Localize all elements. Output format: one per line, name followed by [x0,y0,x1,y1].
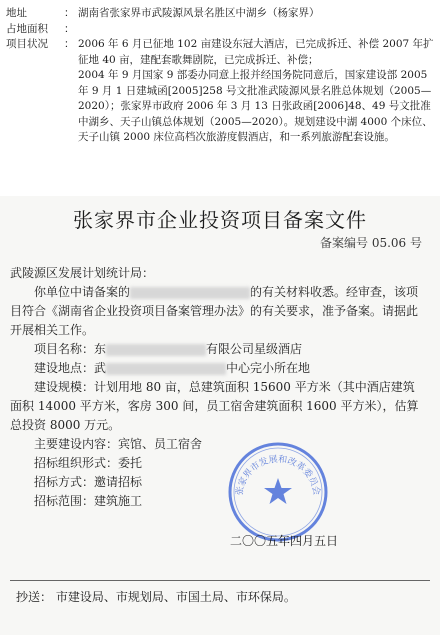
redacted-block [106,363,226,375]
status-label: 项目状况 [6,38,48,50]
divider [10,580,430,581]
address-label: 地址 [6,7,27,19]
status-line: 2004 年 9 月国家 9 部委办同意上报并经国务院同意后，国家建设部 2005 年 9 月 1 日建城函[2005]258 号文批准武陵源风景名胜总体规划（2005—2020）；张家界市政府 2006 年 3 月 13 日张政函[2006]48、49 号文批准中湖乡、天子山镇总体规划（2005—2020）。规划建设中湖 4000 个床位、天子山镇 2000 床位高档次旅游度假酒店，和一系列旅游配套设施。 [78,69,433,143]
area-row: 占地面积 ： [6,22,434,38]
scale-line: 建设规模：计划用地 80 亩，总建筑面积 15600 平方米（其中酒店建筑面积 14000 平方米，客房 300 间，员工宿舍建筑面积 1600 平方米），估算总投资 8000 万元。 [10,380,419,432]
seal-text: 张家界市发展和改革委员会 [234,454,322,497]
content-line: 主要建设内容：宾馆、员工宿舍 [34,437,203,451]
filing-document [0,196,440,635]
address-row: 地址 ： 湖南省张家界市武陵源风景名胜区中湖乡（杨家界） [6,6,434,22]
area-label: 占地面积 [6,22,48,35]
carbon-copy-line: 抄送： 市建设局、市规划局、市国土局、市环保局。 [16,590,296,604]
filing-number: 备案编号 05.06 号 [320,236,422,250]
area-value [78,22,434,38]
project-name-line: 项目名称：东 有限公司星级酒店 [34,342,303,356]
bid-method-line: 招标方式：邀请招标 [34,475,143,489]
status-row: 项目状况 ： 2006 年 6 月已征地 102 亩建设东冠大酒店，已完成拆迁、补偿 2007 年扩征地 40 亩，建配套歌舞剧院，已完成拆迁、补偿； 2004 年 9 月国家 9 部委办同意上报并经国务院同意后，国家建设部 2005 年 9 月 1 日建城函[2005]258 号文批准武陵源风景名胜总体规划（2005—2020）；张家界市政府 2006 年 3 月 13 日张政函[2006]48、49 号文批准中湖乡、天子山镇总体规划（2005—2020）。规划建设中湖 4000 个床位、天子山镇 2000 床位高档次旅游度假酒店，和一系列旅游配套设施。 [6,37,434,146]
address-value: 湖南省张家界市武陵源风景名胜区中湖乡（杨家界） [78,7,320,19]
document-title: 张家界市企业投资项目备案文件 [73,208,367,232]
recipient: 武陵源区发展计划统计局： [10,266,155,280]
bid-range-line: 招标范围：建筑施工 [34,494,143,508]
issue-date: 二〇〇五年四月五日 [230,534,339,548]
status-line: 2006 年 6 月已征地 102 亩建设东冠大酒店，已完成拆迁、补偿 2007 年扩征地 40 亩，建配套歌舞剧院，已完成拆迁、补偿； [78,38,434,66]
document-body [10,264,425,511]
project-info [6,6,434,146]
location-line: 建设地点：武 中心完小所在地 [34,361,311,375]
official-seal-icon [226,440,330,544]
bid-org-line: 招标组织形式：委托 [34,456,143,470]
redacted-block [130,287,250,299]
approval-paragraph: 你单位中请备案的 的有关材料收悉。经审查，该项目符合《湖南省企业投资项目备案管理办法》的有关要求，准予备案。请据此开展相关工作。 [10,285,419,337]
redacted-block [106,344,206,356]
status-value [78,37,434,146]
